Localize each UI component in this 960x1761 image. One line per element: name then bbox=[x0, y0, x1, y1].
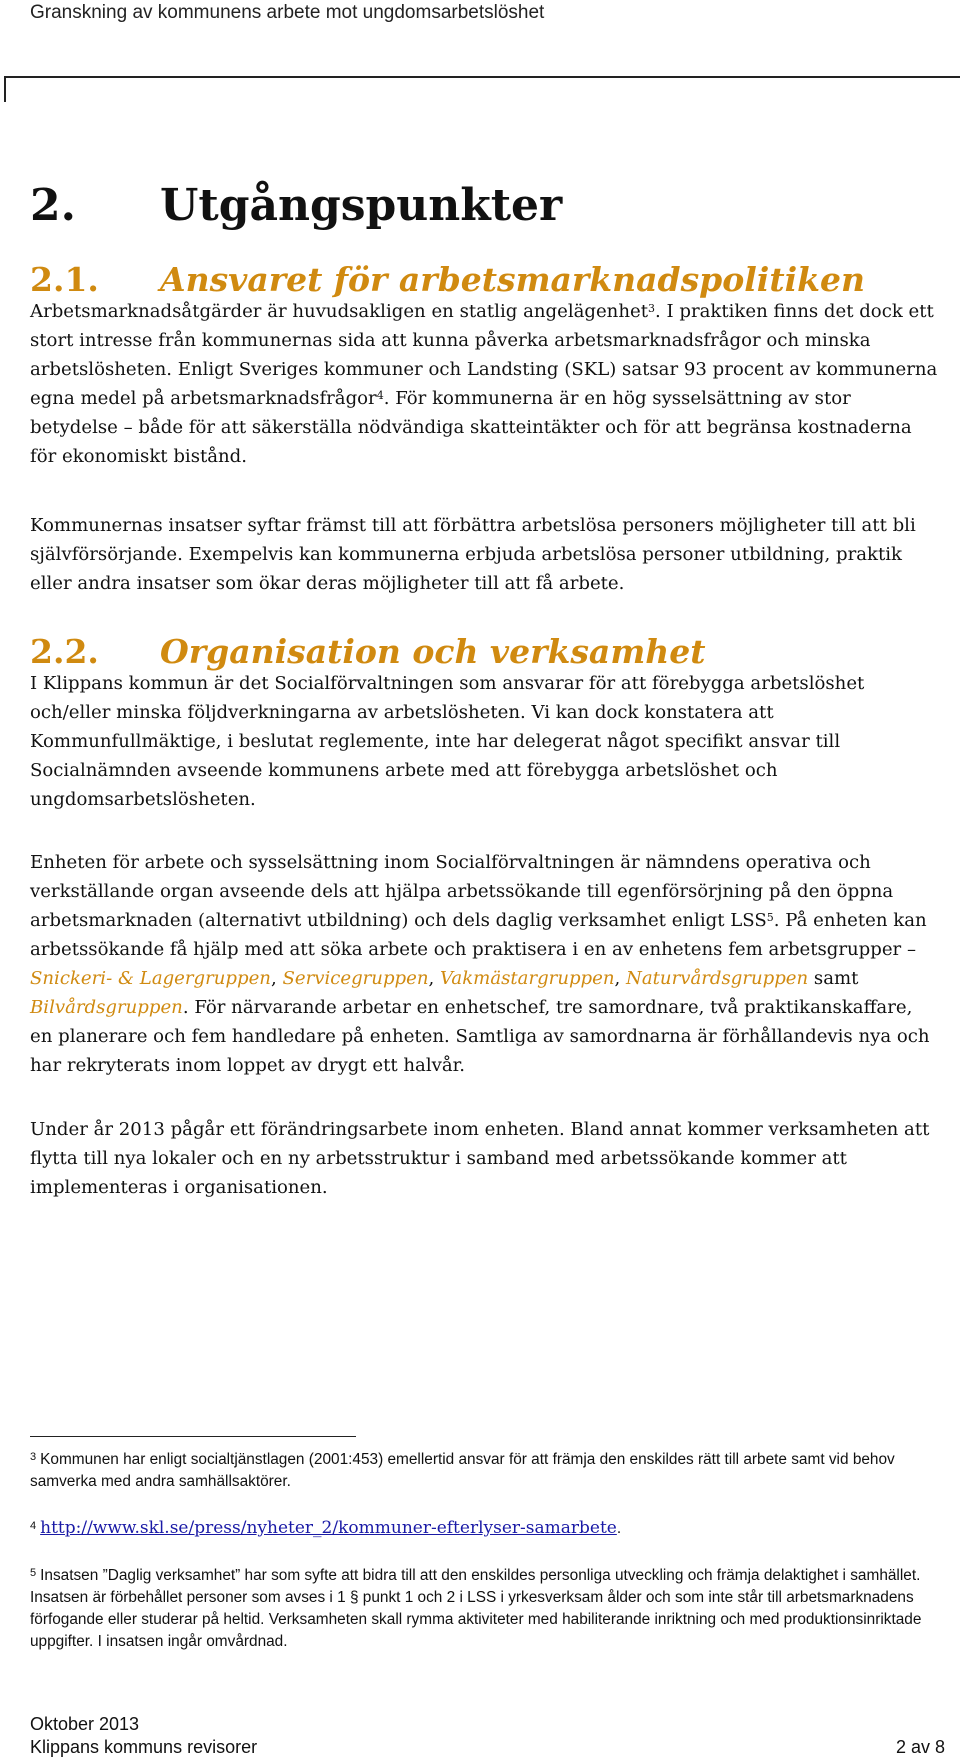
footnote-text: . bbox=[616, 1520, 622, 1537]
section-heading-2-1 bbox=[30, 260, 865, 299]
work-group-snickeri: Snickeri- & Lagergruppen bbox=[30, 968, 271, 989]
paragraph-municipal-efforts: Kommunernas insatser syftar främst till att förbättra arbetslösa personers möjligheter till att bli självförsörjande. Exempelvis kan kommunerna erbjuda arbetslösa personer utbildning, praktik eller andra insatser som ökar deras möjligheter till att få arbete. bbox=[30, 515, 916, 594]
section-number: 2.1. bbox=[30, 260, 99, 299]
header-corner-mark bbox=[4, 76, 6, 102]
footnote-number: 4 bbox=[30, 1520, 37, 1532]
text-run: . För närvarande arbetar en enhetschef, tre samordnare, två praktikanskaffare, en planerare och fem handledare på enheten. Samtliga av samordnarna är förhållandevis nya och har rekryterats inom loppet av drygt ett halvår. bbox=[30, 997, 930, 1076]
text-run: Enheten för arbete och sysselsättning inom Socialförvaltningen är nämndens operativa och verkställande organ avseende dels att hjälpa arbetssökande till egenförsörjning på den öppna arbetsmarknaden (alternativt utbildning) och dels daglig verksamhet enligt LSS bbox=[30, 852, 894, 931]
footnote-text: Insatsen ”Daglig verksamhet” har som syfte att bidra till att den enskildes personliga utveckling och främja delaktighet i samhället. Insatsen är förbehållet personer som avses i 1 § punkt 1 och 2 i LSS i yrkesverksam ålder och som inte står till arbetsmarknadens förfogande eller studerar på heltid. Verksamheten skall rymma aktiviteter med habiliterande inriktning och med produktionsinriktade uppgifter. I insatsen ingår omvårdnad. bbox=[30, 1567, 922, 1650]
section-number: 2. bbox=[30, 180, 76, 231]
footnote-5 bbox=[30, 1565, 940, 1653]
separator: , bbox=[270, 968, 283, 989]
footnote-separator bbox=[30, 1436, 356, 1437]
footer-organisation: Klippans kommuns revisorer bbox=[30, 1737, 258, 1757]
footnote-3 bbox=[30, 1449, 940, 1493]
paragraph-change-work: Under år 2013 pågår ett förändringsarbete inom enheten. Bland annat kommer verksamheten att flytta till nya lokaler och en ny arbetsstruktur i samband med arbetssökande kommer att implementeras i organisationen. bbox=[30, 1119, 930, 1198]
header-rule bbox=[4, 76, 960, 78]
paragraph-organisation: I Klippans kommun är det Socialförvaltningen som ansvarar för att förebygga arbetslöshet och/eller minska följdverkningarna av arbetslösheten. Vi kan dock konstatera att Kommunfullmäktige, i beslutat reglemente, inte har delegerat något specifikt ansvar till Socialnämnden avseende kommunens arbete med att förebygga arbetslöshet och ungdomsarbetslösheten. bbox=[30, 673, 865, 810]
work-group-naturvard: Naturvårdsgruppen bbox=[626, 968, 809, 989]
paragraph-labor-market bbox=[30, 297, 940, 471]
text-run: samt bbox=[808, 968, 859, 989]
work-group-bilvard: Bilvårdsgruppen bbox=[30, 997, 183, 1018]
skl-press-link[interactable]: http://www.skl.se/press/nyheter_2/kommuner-efterlyser-samarbete bbox=[40, 1518, 617, 1538]
text-run: Arbetsmarknadsåtgärder är huvudsakligen en statlig angelägenhet bbox=[30, 301, 648, 322]
work-group-vakmastar: Vakmästargruppen bbox=[440, 968, 615, 989]
running-header: Granskning av kommunens arbete mot ungdomsarbetslöshet bbox=[30, 2, 545, 23]
separator: , bbox=[428, 968, 440, 989]
separator: , bbox=[614, 968, 627, 989]
section-title: Organisation och verksamhet bbox=[160, 632, 706, 671]
work-group-service: Servicegruppen bbox=[282, 968, 429, 989]
text-run: . För kommunerna är en hög sysselsättning av stor betydelse – både för att säkerställa nödvändiga skatteintäkter och för att begränsa kostnaderna för ekonomiskt bistånd. bbox=[30, 388, 912, 467]
footnote-4 bbox=[30, 1517, 940, 1540]
page-number: 2 av 8 bbox=[895, 1737, 945, 1757]
footnote-text: Kommunen har enligt socialtjänstlagen (2001:453) emellertid ansvar för att främja den enskildes rätt till arbete samt vid behov samverka med andra samhällsaktörer. bbox=[30, 1451, 895, 1490]
text-run: . I praktiken finns det dock ett stort intresse från kommunernas sida att kunna påverka arbetsmarknadsfrågor och minska arbetslösheten. Enligt Sveriges kommuner och Landsting (SKL) satsar 93 procent av kommunerna egna medel på arbetsmarknadsfrågor bbox=[30, 301, 938, 409]
paragraph-unit bbox=[30, 848, 940, 1080]
footnote-ref-4[interactable]: 4 bbox=[376, 389, 384, 402]
section-title: Ansvaret för arbetsmarknadspolitiken bbox=[160, 260, 865, 299]
footnote-ref-5[interactable]: 5 bbox=[766, 911, 774, 924]
text-run: . På enheten kan arbetssökande få hjälp med att söka arbete och praktisera i en av enhetens fem arbetsgrupper – bbox=[30, 910, 927, 960]
footer-date: Oktober 2013 bbox=[30, 1714, 140, 1734]
footnote-number: 3 bbox=[30, 1451, 37, 1463]
section-heading-2-2 bbox=[30, 632, 705, 671]
section-title: Utgångspunkter bbox=[160, 180, 563, 231]
section-number: 2.2. bbox=[30, 632, 99, 671]
section-heading-2 bbox=[30, 180, 562, 231]
footnote-number: 5 bbox=[30, 1567, 37, 1579]
footnote-ref-3[interactable]: 3 bbox=[647, 302, 655, 315]
